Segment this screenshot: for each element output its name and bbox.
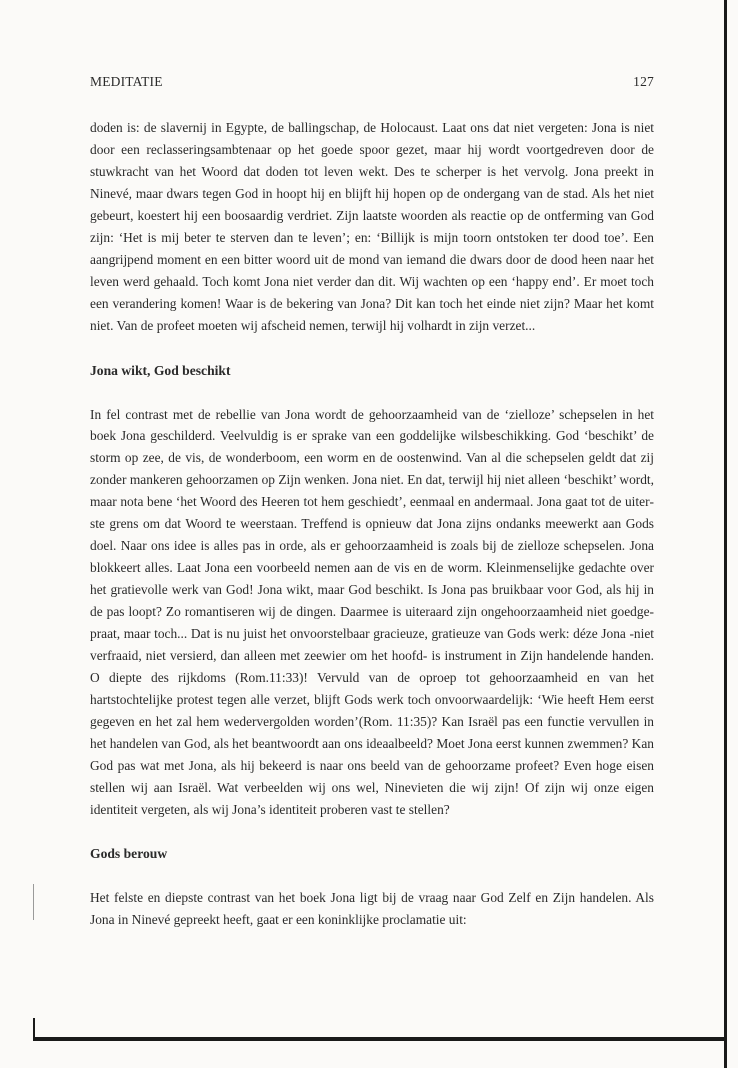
- scan-edge-bottom: [33, 1037, 727, 1041]
- running-title: MEDITATIE: [90, 74, 163, 89]
- section-heading-jona-wikt: Jona wikt, God beschikt: [90, 362, 231, 378]
- body-paragraph-3: Het felste en diepste contrast van het boek Jona ligt bij de vraag naar God Zelf en Zijn handelen. Als Jona in Ninevé gepreekt heeft, gaat er een koninklijke proclamatie uit:: [90, 889, 654, 927]
- body-paragraph-1: doden is: de slavernij in Egypte, de ballingschap, de Holocaust. Laat ons dat niet vergeten: Jona is niet door een reclasseringsambtenaar op het goede spoor gezet, maar hij wordt voortgedreven door de stuwkracht van het Woord dat doden tot leven wekt. Des te scherper is het vervolg. Jona preekt in Ninevé, maar dwars tegen God in hoopt hij en blijft hij hopen op de ondergang van de stad. Als het niet gebeurt, koestert hij een boosaardig verdriet. Zijn laatste woorden als reactie op de ontferming van God zijn: ‘Het is mij beter te sterven dan te leven’; en: ‘Billijk is mijn toorn ontstoken ter dood toe’. Een aangrijpend moment en een bitter woord uit de mond van iemand die dwars door de dood heen naar het leven werd gehaald. Toch komt Jona niet verder dan dit. Wij wachten op een ‘happy end’. Er moet toch een verandering komen! Waar is de bekering van Jona? Dit kan toch het einde niet zijn? Maar het komt niet. Van de profeet moeten wij afscheid nemen, terwijl hij volhardt in zijn verzet...: [90, 120, 654, 333]
- section-heading-gods-berouw: Gods berouw: [90, 845, 168, 861]
- page-header: [90, 74, 654, 90]
- scan-edge-left: [33, 1018, 35, 1040]
- scan-edge-right: [724, 0, 727, 1068]
- body-paragraph-2: In fel contrast met de rebellie van Jona wordt de gehoorzaamheid van de ‘zielloze’ schepselen in het boek Jona geschilderd. Veelvuldig is er sprake van een goddelijke wilsbeschikking. God ‘beschikt’ de storm op zee, de vis, de wonderboom, een worm en de oostenwind. Van al die schepselen geldt dat zij zonder mankeren gehoorzamen op Zijn wenken. Jona niet. En dat, terwijl hij niet alleen ‘beschikt’ wordt, maar nota bene ‘het Woord des Heeren tot hem geschiedt’, eenmaal en andermaal. Jona gaat tot de uiterste grens om dat Woord te weerstaan. Treffend is opnieuw dat Jona zijns ondanks meewerkt aan Gods doel. Naar ons idee is alles pas in orde, als er gehoorzaamheid is zoals bij de zielloze schepselen. Jona blokkeert alles. Laat Jona een voorbeeld nemen aan de vis en de worm. Kleinmenselijke gedachte over het gratievolle werk van God! Jona wikt, maar God beschikt. Is Jona pas bruikbaar voor God, als hij in de pas loopt? Zo romantiseren wij de dingen. Daarmee is uiteraard zijn ongehoorzaamheid niet goedgepraat, maar toch... Dat is nu juist het onvoorstelbaar gracieuze, gratieuze van Gods werk: déze Jona -niet verfraaid, niet versierd, dan alleen met zeewier om het hoofd- is instrument in Zijn handelende handen. O diepte des rijkdoms (Rom.11:33)! Vervuld van de oproep tot gehoorzaamheid en van het hartstochtelijke protest tegen alle verzet, blijft Gods werk toch onvoorwaardelijk: ‘Wie heeft Hem eerst gegeven en het zal hem wedervergolden worden’(Rom. 11:35)? Kan Israël pas een functie vervullen in het handelen van God, als het beantwoordt aan ons ideaalbeeld? Moet Jona eerst kunnen zwemmen? Kan God pas wat met Jona, als hij bekeerd is naar ons beeld van de gehoorzame profeet? Even hoge eisen stellen wij aan Israël. Wat verbeelden wij ons wel, Ninevieten die wij zijn! Of zijn wij onze eigen identiteit vergeten, als wij Jona’s identiteit proberen vast te stellen?: [90, 406, 654, 817]
- scan-mark: [33, 884, 34, 920]
- page-body: [90, 117, 654, 931]
- page-number: 127: [633, 74, 654, 89]
